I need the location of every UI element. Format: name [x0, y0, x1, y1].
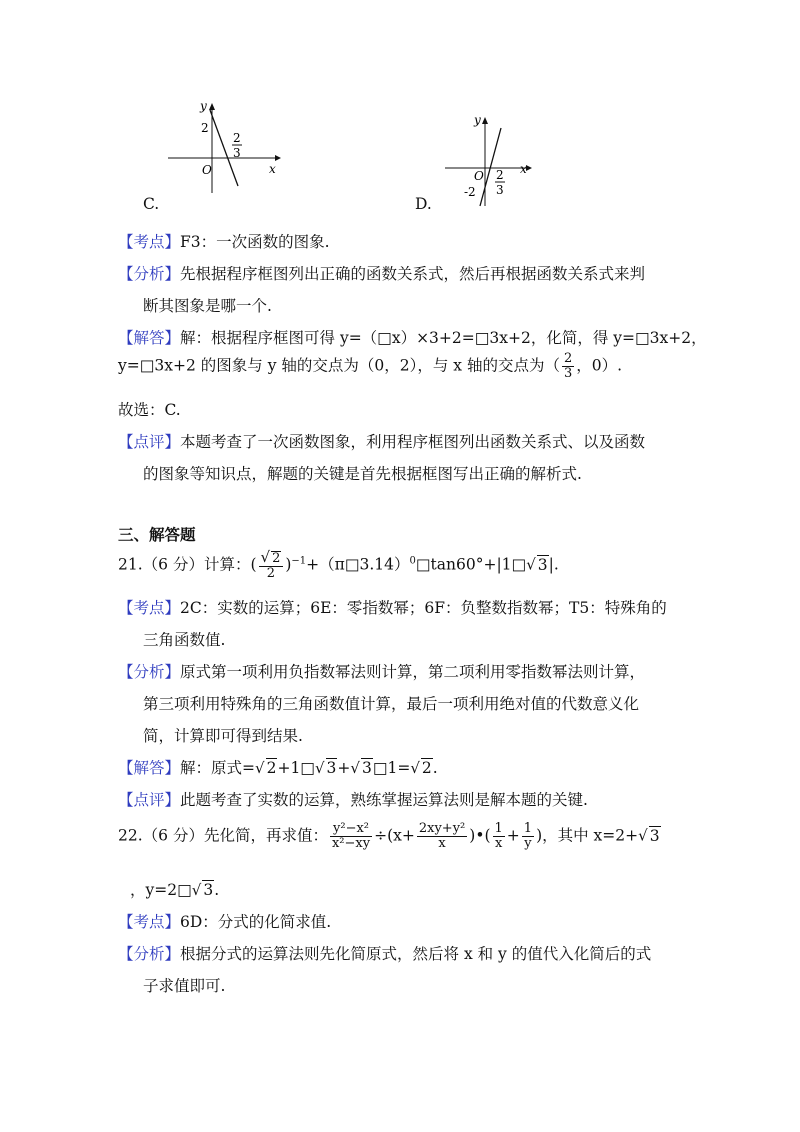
q21-jieda: 【解答】解：原式=√ 2+1□√ 3+√ 3□1=√ 2. [118, 759, 438, 777]
option-c-y-axis: y [200, 99, 207, 113]
q20-answer: 故选：C. [118, 401, 181, 419]
option-c-label: C. [143, 195, 160, 213]
option-d-y-axis: y [474, 113, 481, 127]
option-d-origin: O [474, 169, 484, 183]
q20-fraction: $\frac{2}{3}$ [563, 351, 573, 381]
q20-dianping: 【点评】本题考查了一次函数图象，利用程序框图列出函数关系式、以及函数 [118, 433, 646, 451]
q21-dianping: 【点评】此题考查了实数的运算，熟练掌握运算法则是解本题的关键. [118, 791, 588, 809]
q22-kaodian: 【考点】6D：分式的化简求值. [118, 913, 332, 931]
option-c-x-tick-den: 3 [233, 146, 241, 160]
q21-fenxi-cont2: 简，计算即可得到结果. [143, 727, 303, 745]
option-d-x-tick-den: 3 [496, 183, 504, 197]
q21-kaodian: 【考点】2C：实数的运算；6E：零指数幂；6F：负整数指数幂；T5：特殊角的 [118, 599, 667, 617]
q21-fenxi: 【分析】原式第一项利用负指数幂法则计算，第二项利用零指数幂法则计算， [118, 663, 646, 681]
q21-stem: 21.（6 分）计算：( $\frac{√ 2}{2}$ )$^{-1}$+（π□3.14）$^0$□tan60°+|1□√ 3|. [118, 548, 559, 581]
q21-kaodian-cont: 三角函数值. [143, 631, 226, 649]
option-c-y-tick: 2 [201, 121, 209, 135]
option-d-label: D. [415, 195, 432, 213]
option-d-x-tick-num: 2 [496, 168, 504, 182]
q20-kaodian: 【考点】F3：一次函数的图象. [118, 233, 330, 251]
q22-stem: 22.（6 分）先化简，再求值： $\frac{\text{y²−x²}}{\text{x²−xy}}$ ÷(x+ $\frac{\text{2xy+y²}}{x}$ )•( $\frac{1}{x}$ + $\frac{1}{y}$ )，其中 x=2+√ 3 [118, 821, 660, 851]
option-d-graph [440, 108, 540, 208]
q20-jieda: 【解答】解：根据程序框图可得 y=（□x）×3+2=□3x+2，化简，得 y=□3x+2， [118, 329, 707, 347]
q21-fenxi-cont1: 第三项利用特殊角的三角函数值计算，最后一项利用绝对值的代数意义化 [143, 695, 640, 713]
section-title: 三、解答题 [118, 526, 196, 544]
q20-dianping-cont: 的图象等知识点，解题的关键是首先根据框图写出正确的解析式. [143, 465, 582, 483]
q20-fenxi: 【分析】先根据程序框图列出正确的函数关系式，然后再根据函数关系式来判 [118, 265, 646, 283]
q22-stem-cont: ，y=2□√ 3. [130, 881, 220, 899]
q20-fenxi-cont: 断其图象是哪一个. [143, 297, 272, 315]
option-c-x-axis: x [269, 162, 276, 176]
option-c-origin: O [202, 163, 212, 177]
option-c-graph [160, 98, 285, 198]
option-d-x-axis: x [520, 162, 527, 176]
q20-jieda-cont: y=□3x+2 的图象与 y 轴的交点为（0，2），与 x 轴的交点为（ $\frac{2}{3}$ ，0）. [118, 351, 623, 381]
option-d-y-tick: -2 [464, 185, 476, 199]
q22-fenxi: 【分析】根据分式的运算法则先化简原式，然后将 x 和 y 的值代入化简后的式 [118, 945, 652, 963]
q22-fenxi-cont: 子求值即可. [143, 977, 226, 995]
option-c-x-tick-num: 2 [233, 131, 241, 145]
